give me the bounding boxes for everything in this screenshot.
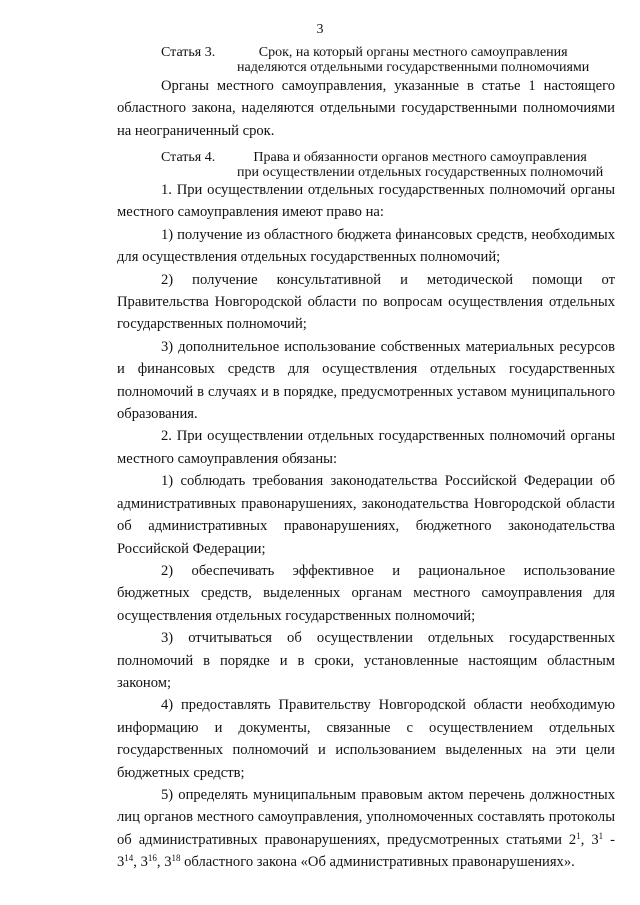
article-4-paragraph-2-item-2: 2) обеспечивать эффективное и рациональное использование бюджетных средств, выделенных органам местного самоуправления для осуществления отдельных государственных полномочий; <box>117 562 615 624</box>
article-3-body <box>117 75 615 142</box>
item-5-intro: 5) определять муниципальным правовым актом перечень должностных лиц органов местного самоуправления, уполномоченных составлять протоколы об административных правонарушениях, предусмотренных статьями 2 <box>117 786 615 848</box>
article-4-label: Статья 4. <box>161 150 216 165</box>
article-4-paragraph-2: 2. При осуществлении отдельных государственных полномочий органы местного самоуправления обязаны: <box>117 428 615 467</box>
article-ref-sup: 1 <box>576 830 581 841</box>
article-4-body <box>117 179 615 874</box>
article-4-title-line1: Права и обязанности органов местного самоуправления <box>253 150 587 165</box>
article-4-paragraph-2-item-3: 3) отчитываться об осуществлении отдельных государственных полномочий в порядке и в сроки, установленные настоящим областным законом; <box>117 630 615 691</box>
article-3-title-line1: Срок, на который органы местного самоуправления <box>258 45 568 60</box>
item-5-separator: - 3 <box>117 831 616 871</box>
article-4-title <box>237 150 603 180</box>
item-5-separator: , 3 <box>156 854 172 871</box>
article-4-paragraph-2-item-1: 1) соблюдать требования законодательства Российской Федерации об административных правонарушениях, законодательства Новгородской области об административных правонарушениях, бюджетного законодательства Российской Федерации; <box>117 473 615 557</box>
article-4-title-line2: при осуществлении отдельных государственных полномочий <box>237 165 604 180</box>
article-3-title <box>237 45 589 75</box>
item-5-outro: областного закона «Об административных правонарушениях». <box>180 854 575 871</box>
article-4-paragraph-2-item-5 <box>117 784 615 874</box>
article-3-label: Статья 3. <box>161 45 216 60</box>
article-ref-sup: 16 <box>147 853 157 864</box>
article-4-paragraph-1-item-3: 3) дополнительное использование собственных материальных ресурсов и финансовых средств для осуществления отдельных государственных полномочий в случаях и в порядке, предусмотренных уставом муниципального образования. <box>117 338 615 423</box>
article-4-paragraph-1-item-1: 1) получение из областного бюджета финансовых средств, необходимых для осуществления отдельных государственных полномочий; <box>117 226 615 266</box>
article-ref-sup: 14 <box>124 853 134 864</box>
article-ref-sup: 18 <box>171 853 181 864</box>
page-number: 3 <box>316 22 324 37</box>
article-3-title-line2: наделяются отдельными государственными полномочиями <box>237 60 590 75</box>
article-ref-sup: 1 <box>598 830 604 841</box>
article-3-paragraph: Органы местного самоуправления, указанные в статье 1 настоящего областного закона, наделяются отдельными государственными полномочиями на неограниченный срок. <box>117 78 615 139</box>
article-4-paragraph-1: 1. При осуществлении отдельных государственных полномочий органы местного самоуправления имеют право на: <box>117 182 615 221</box>
article-4-paragraph-2-item-4: 4) предоставлять Правительству Новгородской области необходимую информацию и документы, связанные с осуществлением отдельных государственных полномочий и использованием выделенных на эти цели бюджетных средств; <box>117 697 615 781</box>
article-4-paragraph-1-item-2: 2) получение консультативной и методической помощи от Правительства Новгородской области по вопросам осуществления отдельных государственных полномочий; <box>117 271 615 333</box>
item-5-separator: , 3 <box>133 854 148 871</box>
item-5-separator: , 3 <box>580 831 599 848</box>
